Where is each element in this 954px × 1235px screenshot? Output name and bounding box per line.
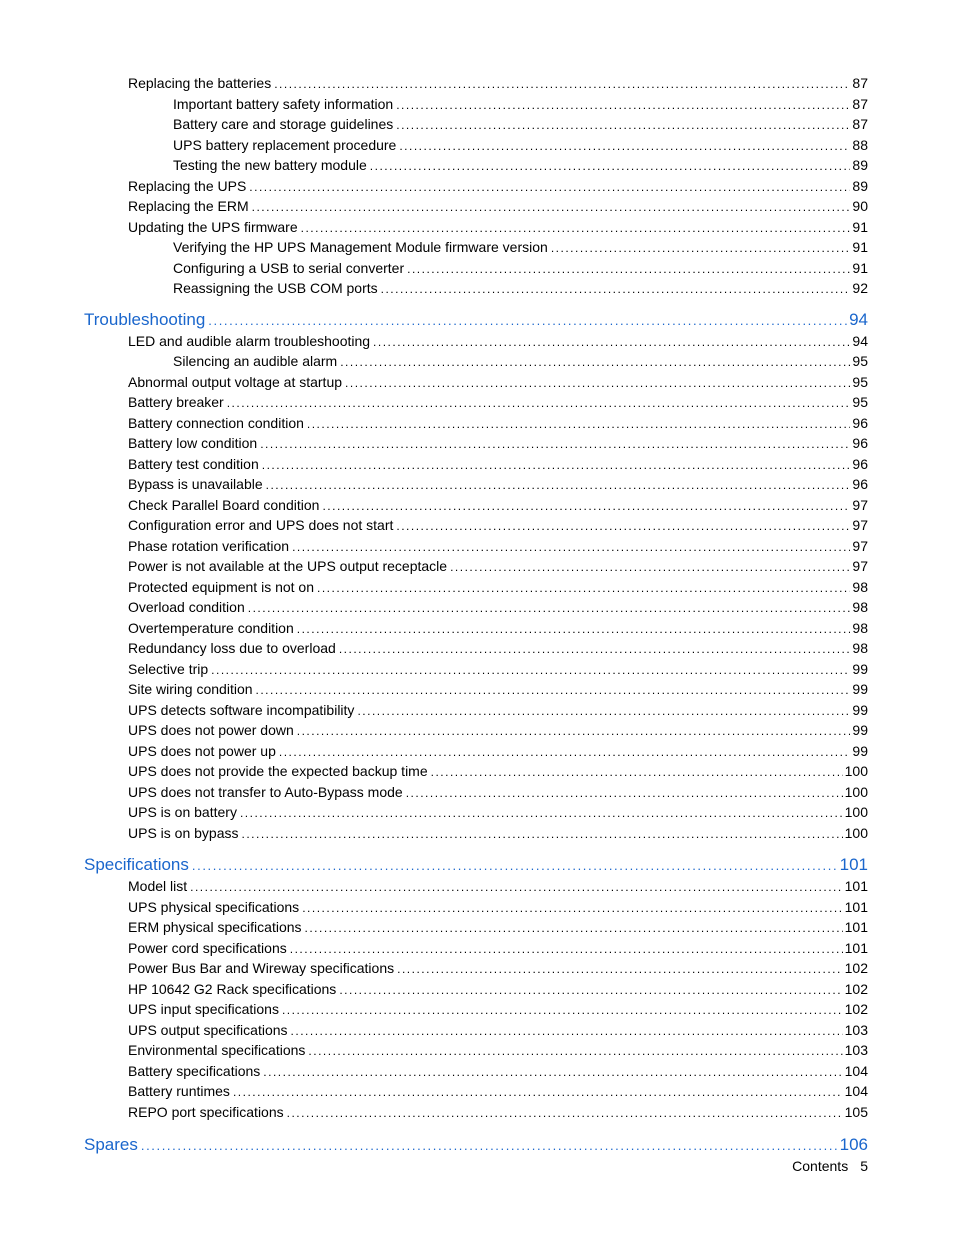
toc-entry-title: Updating the UPS firmware <box>128 218 298 235</box>
toc-entry-title: UPS battery replacement procedure <box>173 136 397 153</box>
toc-entry-title: Site wiring condition <box>128 681 253 697</box>
dot-leader <box>249 178 850 198</box>
toc-entry-page: 104 <box>844 1062 868 1079</box>
toc-entry-title: UPS is on bypass <box>128 824 239 841</box>
toc-entry-page: 104 <box>844 1083 868 1099</box>
dot-leader <box>345 374 850 394</box>
toc-entry-page: 103 <box>844 1021 868 1038</box>
dot-leader <box>302 899 842 919</box>
toc-entry-title: UPS does not provide the expected backup time <box>128 763 428 779</box>
toc-entry[interactable] <box>128 783 868 804</box>
toc-entry-page: 100 <box>844 783 868 800</box>
toc-section-page: 106 <box>839 1135 868 1154</box>
dot-leader <box>290 940 843 960</box>
dot-leader <box>266 476 851 496</box>
dot-leader <box>308 1042 842 1062</box>
toc-entry[interactable] <box>128 877 868 898</box>
dot-leader <box>396 517 850 537</box>
toc-entry-page: 98 <box>852 599 868 615</box>
dot-leader <box>317 579 850 599</box>
toc-entry[interactable] <box>128 939 868 960</box>
toc-entry[interactable] <box>128 475 868 496</box>
footer-page-number: 5 <box>860 1158 868 1174</box>
dot-leader <box>297 620 851 640</box>
dot-leader <box>373 333 850 353</box>
dot-leader <box>551 239 851 259</box>
toc-entry-title: Battery low condition <box>128 435 258 451</box>
toc-entry[interactable] <box>128 701 868 722</box>
toc-entry-title: Battery runtimes <box>128 1083 230 1099</box>
toc-entry-page: 102 <box>844 1001 868 1017</box>
table-of-contents <box>0 74 954 1157</box>
toc-entry-page: 100 <box>844 804 868 820</box>
toc-entry-battery-replacement[interactable] <box>173 136 868 157</box>
dot-leader <box>252 198 851 218</box>
toc-section-spares[interactable] <box>84 1134 868 1157</box>
dot-leader <box>263 1063 842 1083</box>
dot-leader <box>357 702 850 722</box>
toc-entry-page: 87 <box>852 116 868 132</box>
toc-entry-replacing-batteries[interactable] <box>128 74 868 95</box>
dot-leader <box>339 981 842 1001</box>
toc-entry-page: 96 <box>852 455 868 472</box>
dot-leader <box>260 435 850 455</box>
toc-entry-title: Power Bus Bar and Wireway specifications <box>128 960 395 976</box>
toc-section-specifications[interactable] <box>84 854 868 877</box>
toc-entry-page: 95 <box>852 373 868 390</box>
dot-leader <box>450 558 850 578</box>
dot-leader <box>190 878 843 898</box>
toc-entry[interactable] <box>128 918 868 939</box>
toc-entry-battery-care[interactable] <box>173 115 868 136</box>
toc-entry-title: Redundancy loss due to overload <box>128 640 336 656</box>
toc-entry-replacing-erm[interactable] <box>128 197 868 218</box>
toc-entry-page: 91 <box>852 218 868 235</box>
toc-entry-page: 94 <box>852 332 868 349</box>
toc-entry-title: Selective trip <box>128 660 209 677</box>
toc-section-title: Spares <box>84 1135 138 1154</box>
toc-entry[interactable] <box>128 980 868 1001</box>
toc-entry-title: Abnormal output voltage at startup <box>128 373 343 390</box>
toc-entry-testing-battery[interactable] <box>173 156 868 177</box>
toc-entry-title: Overtemperature condition <box>128 619 294 636</box>
toc-entry-title: Reassigning the USB COM ports <box>173 280 378 296</box>
toc-entry-page: 101 <box>844 878 868 894</box>
toc-entry-page: 100 <box>844 824 868 841</box>
dot-leader <box>274 75 850 95</box>
dot-leader <box>242 825 843 845</box>
toc-entry-page: 103 <box>844 1042 868 1058</box>
toc-entry-title: REPO port specifications <box>128 1103 284 1120</box>
toc-entry-page: 89 <box>852 157 868 173</box>
toc-entry-page: 102 <box>844 960 868 976</box>
toc-entry[interactable] <box>128 721 868 742</box>
toc-entry-title: Battery care and storage guidelines <box>173 116 394 132</box>
toc-entry-title: Configuration error and UPS does not start <box>128 517 394 533</box>
toc-entry-page: 105 <box>844 1103 868 1120</box>
toc-entry-page: 92 <box>852 280 868 296</box>
toc-entry-title: UPS does not power down <box>128 722 294 738</box>
dot-leader <box>305 919 843 939</box>
toc-entry-page: 87 <box>852 75 868 91</box>
toc-entry-title: UPS detects software incompatibility <box>128 701 355 718</box>
dot-leader <box>233 1083 843 1103</box>
footer-label: Contents <box>792 1158 849 1174</box>
toc-entry[interactable] <box>128 557 868 578</box>
toc-entry-title: HP 10642 G2 Rack specifications <box>128 980 337 997</box>
toc-entry-title: Overload condition <box>128 599 245 615</box>
toc-entry-usb-com[interactable] <box>173 279 868 300</box>
toc-entry-title: ERM physical specifications <box>128 919 302 935</box>
toc-entry-page: 99 <box>852 742 868 759</box>
toc-entry-page: 98 <box>852 640 868 656</box>
toc-entry[interactable] <box>128 639 868 660</box>
toc-entry-page: 98 <box>852 619 868 636</box>
toc-entry-title: Battery specifications <box>128 1062 261 1079</box>
toc-entry-title: UPS is on battery <box>128 804 237 820</box>
toc-entry-page: 95 <box>852 394 868 410</box>
toc-entry-page: 88 <box>852 136 868 153</box>
toc-entry[interactable] <box>128 1062 868 1083</box>
dot-leader <box>262 456 851 476</box>
toc-entry-page: 101 <box>844 919 868 935</box>
toc-entry-page: 101 <box>844 939 868 956</box>
dot-leader <box>208 310 847 332</box>
toc-entry-title: Replacing the ERM <box>128 198 249 214</box>
toc-entry-title: UPS does not power up <box>128 742 276 759</box>
toc-section-title: Troubleshooting <box>84 309 206 329</box>
dot-leader <box>292 538 850 558</box>
toc-entry-page: 91 <box>852 239 868 255</box>
toc-entry-page: 97 <box>852 558 868 574</box>
toc-entry-title: Check Parallel Board condition <box>128 496 320 513</box>
toc-entry[interactable] <box>128 619 868 640</box>
dot-leader <box>381 280 851 300</box>
toc-entry[interactable] <box>128 496 868 517</box>
toc-entry-page: 96 <box>852 435 868 451</box>
toc-entry[interactable] <box>128 537 868 558</box>
toc-entry-title: Power cord specifications <box>128 939 287 956</box>
toc-entry[interactable] <box>128 414 868 435</box>
toc-entry-title: UPS input specifications <box>128 1001 279 1017</box>
dot-leader <box>396 116 850 136</box>
dot-leader <box>211 661 850 681</box>
toc-entry[interactable] <box>128 824 868 845</box>
toc-entry-page: 96 <box>852 414 868 431</box>
toc-entry-title: UPS physical specifications <box>128 898 300 915</box>
toc-entry-title: Silencing an audible alarm <box>173 353 338 369</box>
dot-leader <box>301 219 851 239</box>
dot-leader <box>322 497 850 517</box>
toc-entry[interactable] <box>128 1021 868 1042</box>
dot-leader <box>370 157 851 177</box>
toc-entry-updating-firmware[interactable] <box>128 218 868 239</box>
dot-leader <box>279 743 851 763</box>
toc-entry-title: Model list <box>128 878 188 894</box>
toc-entry[interactable] <box>128 516 868 537</box>
dot-leader <box>339 640 851 660</box>
dot-leader <box>282 1001 843 1021</box>
toc-entry-title: Replacing the batteries <box>128 75 272 91</box>
dot-leader <box>399 137 850 157</box>
dot-leader <box>397 960 843 980</box>
dot-leader <box>340 353 850 373</box>
toc-entry-title: Phase rotation verification <box>128 537 290 554</box>
toc-entry-title: UPS does not transfer to Auto-Bypass mode <box>128 783 403 800</box>
toc-entry-title: Verifying the HP UPS Management Module firmware version <box>173 239 548 255</box>
toc-entry[interactable] <box>173 352 868 373</box>
toc-entry-usb-serial[interactable] <box>173 259 868 280</box>
toc-entry-page: 97 <box>852 496 868 513</box>
toc-entry[interactable] <box>128 959 868 980</box>
dot-leader <box>396 96 850 116</box>
toc-entry-page: 90 <box>852 198 868 214</box>
toc-entry-title: Battery breaker <box>128 394 224 410</box>
toc-entry-title: Environmental specifications <box>128 1042 306 1058</box>
toc-entry-page: 87 <box>852 95 868 112</box>
toc-entry-title: Protected equipment is not on <box>128 578 315 595</box>
dot-leader <box>307 415 851 435</box>
dot-leader <box>248 599 851 619</box>
toc-entry[interactable] <box>128 898 868 919</box>
toc-entry-page: 97 <box>852 517 868 533</box>
dot-leader <box>192 855 838 877</box>
dot-leader <box>240 804 843 824</box>
toc-entry[interactable] <box>128 332 868 353</box>
toc-entry-title: LED and audible alarm troubleshooting <box>128 332 371 349</box>
dot-leader <box>431 763 843 783</box>
toc-entry-page: 98 <box>852 578 868 595</box>
toc-entry[interactable] <box>128 1041 868 1062</box>
toc-entry-page: 97 <box>852 537 868 554</box>
dot-leader <box>407 260 850 280</box>
toc-entry-title: Testing the new battery module <box>173 157 367 173</box>
dot-leader <box>287 1104 843 1124</box>
toc-entry-page: 89 <box>852 177 868 194</box>
toc-entry-title: Bypass is unavailable <box>128 476 263 492</box>
toc-entry-page: 91 <box>852 259 868 276</box>
toc-entry-title: Power is not available at the UPS output receptacle <box>128 558 448 574</box>
toc-entry[interactable] <box>128 660 868 681</box>
toc-entry-title: UPS output specifications <box>128 1021 288 1038</box>
toc-entry[interactable] <box>128 434 868 455</box>
toc-entry-battery-safety[interactable] <box>173 95 868 116</box>
toc-entry[interactable] <box>128 578 868 599</box>
page-footer <box>792 1158 868 1174</box>
toc-entry[interactable] <box>128 393 868 414</box>
toc-entry[interactable] <box>128 1103 868 1124</box>
toc-entry-title: Important battery safety information <box>173 95 394 112</box>
toc-entry-verifying-firmware[interactable] <box>173 238 868 259</box>
dot-leader <box>297 722 851 742</box>
dot-leader <box>141 1135 838 1157</box>
toc-entry[interactable] <box>128 1082 868 1103</box>
dot-leader <box>227 394 851 414</box>
toc-entry-page: 102 <box>844 980 868 997</box>
toc-section-troubleshooting[interactable] <box>84 309 868 332</box>
toc-entry-title: Configuring a USB to serial converter <box>173 259 405 276</box>
toc-entry[interactable] <box>128 742 868 763</box>
toc-section-page: 101 <box>839 855 868 874</box>
toc-entry[interactable] <box>128 455 868 476</box>
toc-entry-page: 99 <box>852 681 868 697</box>
toc-entry[interactable] <box>128 803 868 824</box>
toc-entry[interactable] <box>128 598 868 619</box>
dot-leader <box>256 681 851 701</box>
toc-entry[interactable] <box>128 680 868 701</box>
toc-entry[interactable] <box>128 373 868 394</box>
toc-entry[interactable] <box>128 1000 868 1021</box>
toc-entry-title: Battery test condition <box>128 455 259 472</box>
toc-entry-page: 99 <box>852 722 868 738</box>
toc-section-title: Specifications <box>84 855 189 874</box>
toc-entry[interactable] <box>128 762 868 783</box>
toc-entry-page: 95 <box>852 353 868 369</box>
toc-entry-page: 96 <box>852 476 868 492</box>
toc-entry-title: Replacing the UPS <box>128 177 247 194</box>
toc-entry-page: 100 <box>844 763 868 779</box>
toc-entry-title: Battery connection condition <box>128 414 304 431</box>
toc-entry-page: 99 <box>852 701 868 718</box>
toc-section-page: 94 <box>849 309 868 329</box>
toc-entry-page: 99 <box>852 660 868 677</box>
toc-entry-page: 101 <box>844 898 868 915</box>
dot-leader <box>291 1022 843 1042</box>
dot-leader <box>406 784 843 804</box>
toc-entry-replacing-ups[interactable] <box>128 177 868 198</box>
